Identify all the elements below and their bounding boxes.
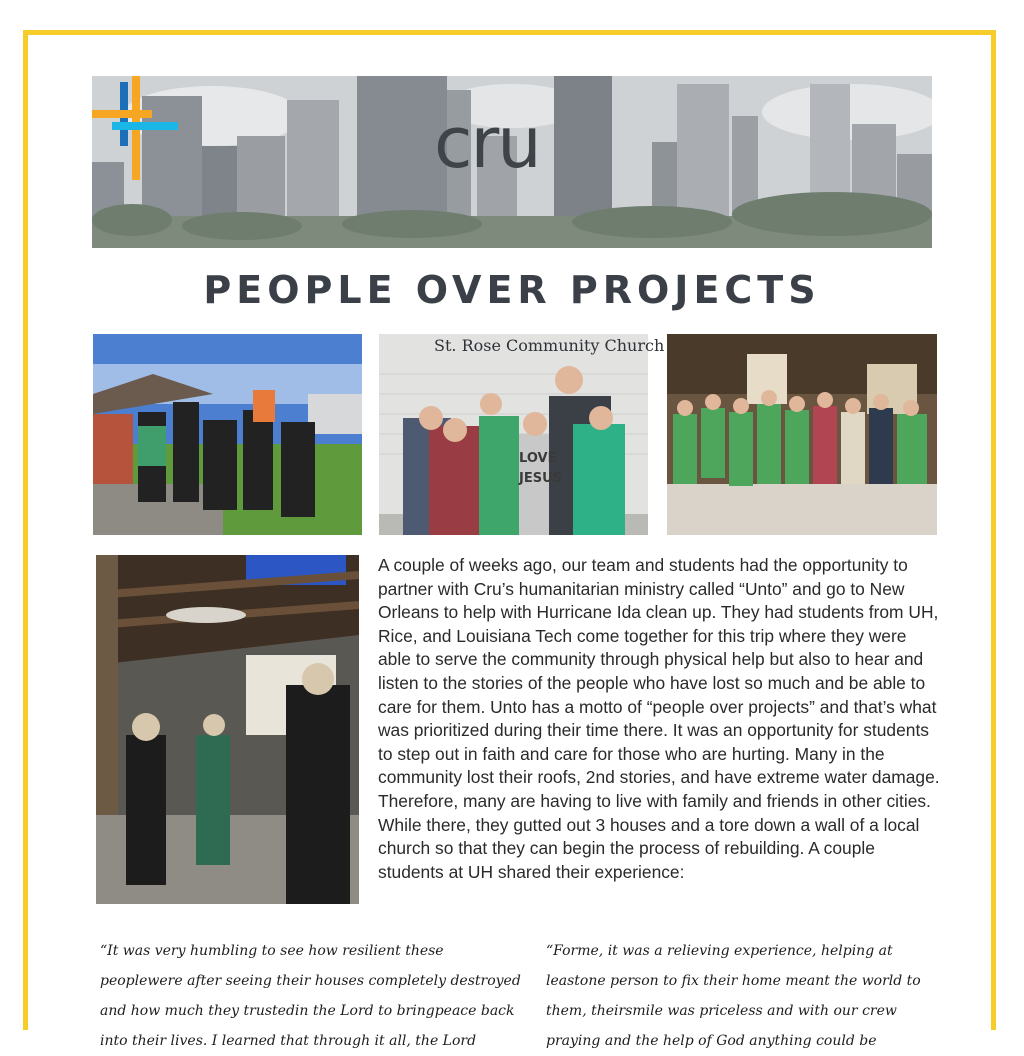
student-quote-right: “Forme, it was a relieving experience, helping at leastone person to fix their home meant the world to them, theirsmile was priceless and with our crew praying and the help of God anything could be — [546, 943, 921, 1049]
photo-demolition-interior — [96, 555, 359, 904]
photo-large-group-indoors — [667, 334, 937, 535]
photo-church-group — [379, 334, 648, 535]
page-title: PEOPLE OVER PROJECTS — [203, 268, 821, 312]
cru-logo-wordmark: cru — [434, 102, 540, 184]
cru-cross-icon — [92, 76, 182, 186]
student-quote-left: “It was very humbling to see how resilient these peoplewere after seeing their houses completely destroyed and how much they trustedin the Lord to bringpeace back into their lives. I learned that through it all, the Lord — [100, 943, 521, 1049]
shirt-text-jesus: JESUS — [519, 471, 562, 486]
photo-group-outdoors — [93, 334, 362, 535]
shirt-text-love: LOVE — [519, 451, 557, 466]
church-sign-text: St. Rose Community Church — [434, 336, 665, 355]
article-body: A couple of weeks ago, our team and students had the opportunity to partner with Cru’s humanitarian ministry called “Unto” and go to New Orleans to help with Hurricane Ida clean up. They had students from UH, Rice, and Louisiana Tech come together for this trip where they were able to serve the community through physical help but also to hear and listen to the stories of the people who have lost so much and be able to care for them. Unto has a motto of “people over projects” and that’s what was prioritized during their time there. It was an opportunity for students to step out in faith and care for those who are hurting. Many in the community lost their roofs, 2nd stories, and have extreme water damage. Therefore, many are having to live with family and friends in other cities. While there, they gutted out 3 houses and a tore down a wall of a local church so that they can begin the process of rebuilding. A couple students at UH shared their experience: — [378, 555, 940, 882]
